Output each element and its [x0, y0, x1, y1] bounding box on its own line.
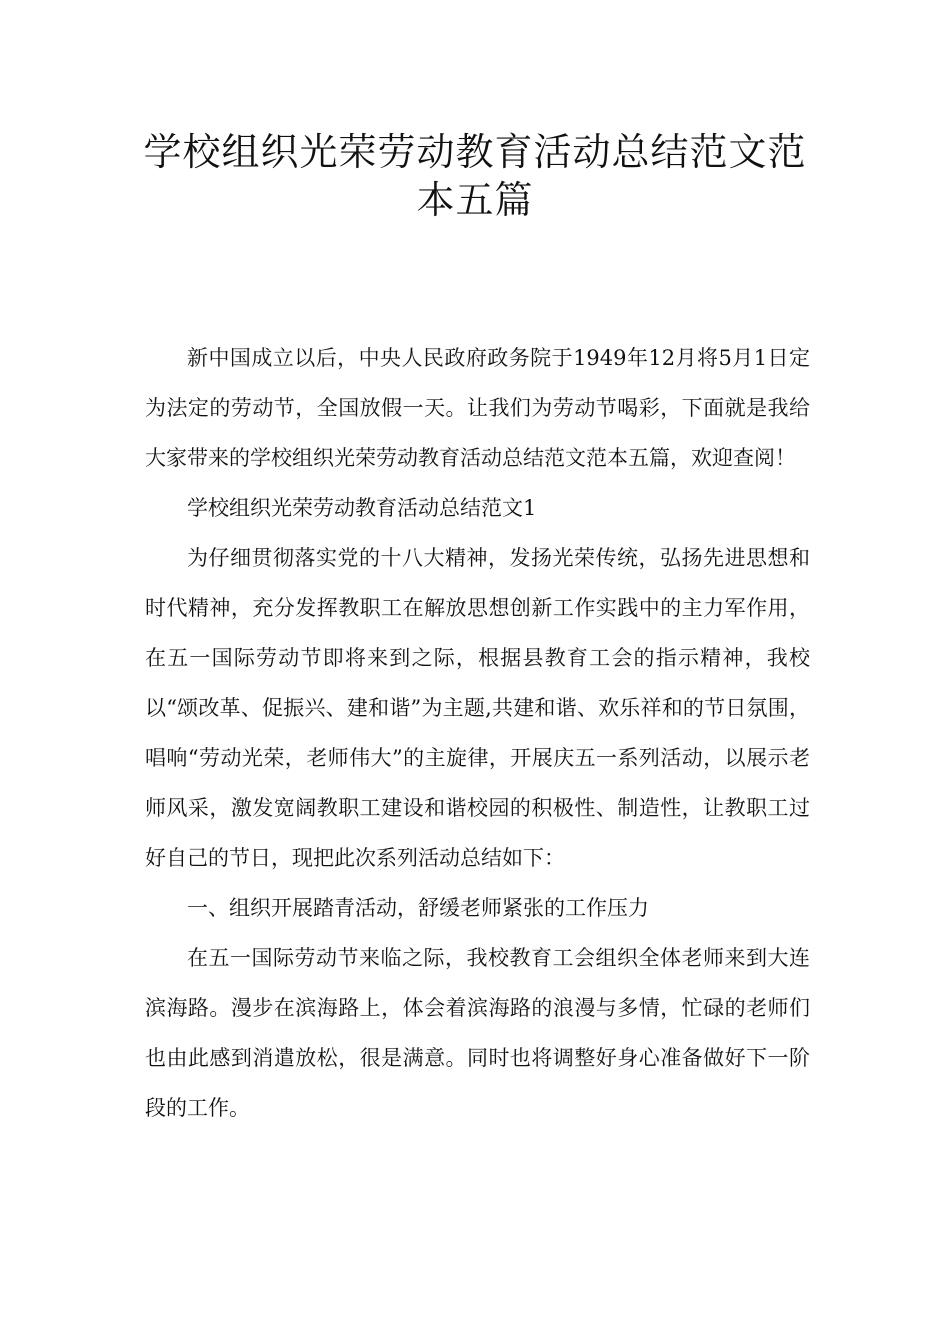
intro-paragraph: 新中国成立以后，中央人民政府政务院于1949年12月将5月1日定为法定的劳动节，全国放假一天。让我们为劳动节喝彩，下面就是我给大家带来的学校组织光荣劳动教育活动总结范文范本五篇，欢迎查阅！ [145, 346, 810, 470]
document-body [145, 333, 810, 1133]
section-1-heading: 学校组织光荣劳动教育活动总结范文1 [187, 496, 537, 520]
title-line-1: 学校组织光荣劳动教育活动总结范文范 [143, 130, 807, 174]
section-1-paragraph-1: 为仔细贯彻落实党的十八大精神，发扬光荣传统，弘扬先进思想和时代精神，充分发挥教职工在解放思想创新工作实践中的主力军作用，在五一国际劳动节即将来到之际，根据县教育工会的指示精神，我校以“颂改革、促振兴、建和谐”为主题,共建和谐、欢乐祥和的节日氛围，唱响“劳动光荣，老师伟大”的主旋律，开展庆五一系列活动，以展示老师风采，激发宽阔教职工建设和谐校园的积极性、制造性，让教职工过好自己的节日，现把此次系列活动总结如下： [145, 546, 810, 870]
title-line-2: 本五篇 [416, 178, 534, 222]
document-title [110, 128, 840, 224]
subheading-1: 一、组织开展踏青活动，舒缓老师紧张的工作压力 [187, 896, 649, 920]
section-1-paragraph-2: 在五一国际劳动节来临之际，我校教育工会组织全体老师来到大连滨海路。漫步在滨海路上，体会着滨海路的浪漫与多情，忙碌的老师们也由此感到消遣放松，很是满意。同时也将调整好身心准备做好下一阶段的工作。 [145, 946, 810, 1120]
